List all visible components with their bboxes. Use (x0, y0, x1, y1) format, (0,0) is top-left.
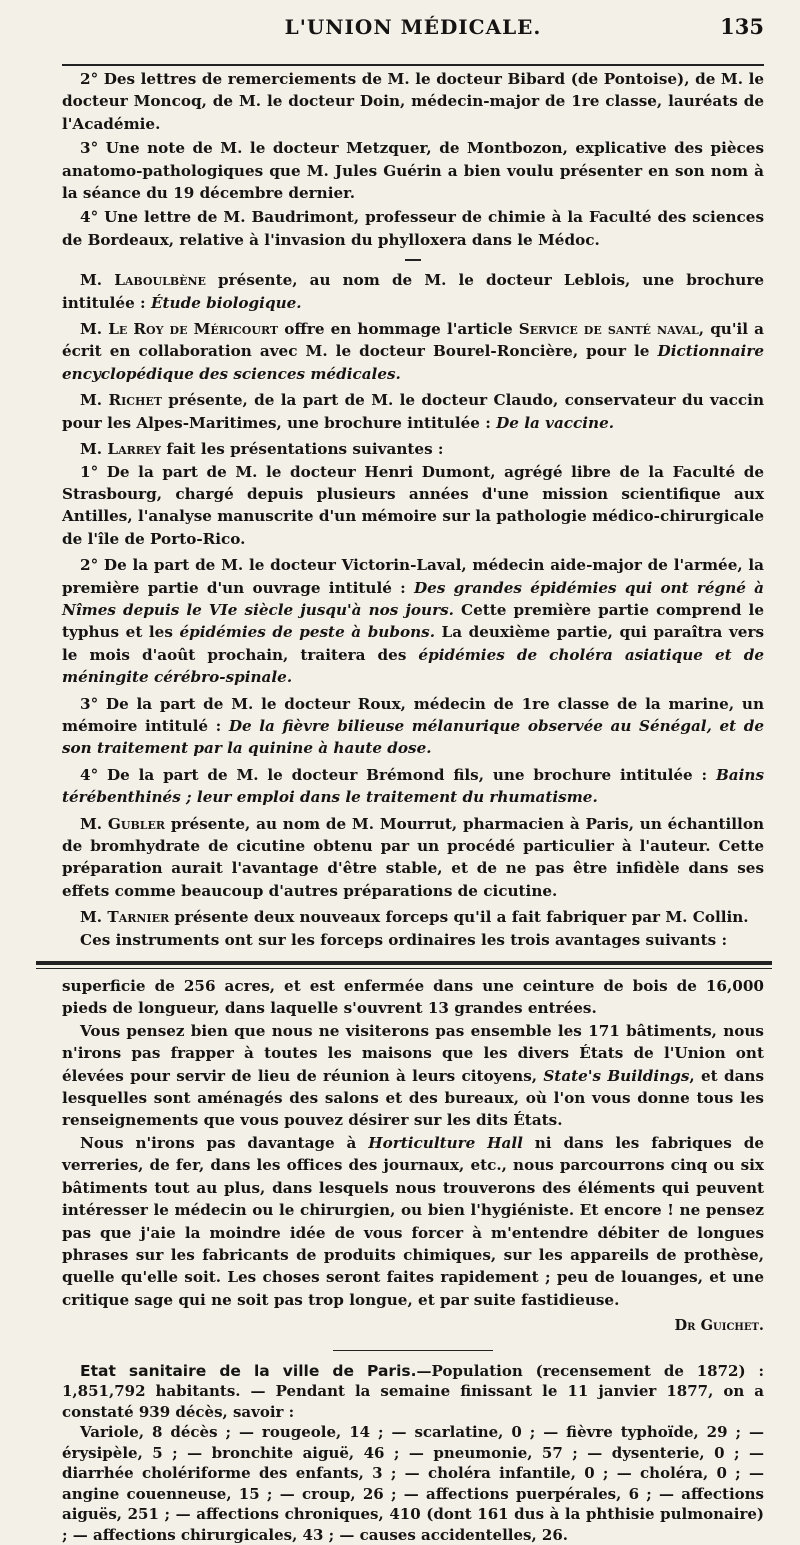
larrey-item-1: 1° De la part de M. le docteur Henri Dumont, agrégé libre de la Faculté de Strasbourg, chargé depuis plusieurs années d'une mission scientifique aux Antilles, l'analyse manuscrite d'un mémoire sur la pathologie médico-chirurgicale de l'île de Porto-Rico. (62, 462, 764, 548)
richet-paragraph: M. Richet présente, de la part de M. le docteur Claudo, conservateur du vaccin pour les Alpes-Maritimes, une brochure intitulée : De la vaccine. (62, 391, 764, 432)
gubler-paragraph: M. Gubler présente, au nom de M. Mourrut, pharmacien à Paris, un échantillon de bromhydrate de cicutine obtenu par un procédé particulier à l'auteur. Cette préparation aurait l'avantage d'être stable, et de ne pas être infidèle dans ses effets comme beaucoup d'autres préparations de cicutine. (62, 814, 765, 900)
author-signature: Dr Guichet. (674, 1317, 764, 1335)
item-4: 4° Une lettre de M. Baudrimont, professeur de chimie à la Faculté des sciences de Bordeaux, relative à l'invasion du phylloxera dans le Médoc. (62, 208, 764, 249)
running-title: L'UNION MÉDICALE. (284, 15, 542, 39)
feuilleton-section (62, 975, 764, 1338)
speaker-name: M. Gubler (80, 814, 166, 833)
page-number: 135 (720, 14, 764, 39)
speaker-name: M. Le Roy de Méricourt (80, 320, 279, 339)
sanitary-report (62, 1361, 764, 1545)
larrey-item-2: 2° De la part de M. le docteur Victorin-Laval, médecin aide-major de l'armée, la première partie d'un ouvrage intitulé : Des grandes épidémies qui ont régné à Nîmes depuis le VIe siècle jusqu'à nos jours. Cette première partie comprend le typhus et les épidémies de peste à bubons. La deuxième partie, qui paraîtra vers le mois d'août prochain, traitera des épidémies de choléra asiatique et de méningite cérébro-spinale. (62, 556, 764, 687)
laboulbene-paragraph: M. Laboulbène présente, au nom de M. le docteur Leblois, une brochure intitulée : Étude biologique. (62, 271, 764, 312)
correspondence-section (62, 52, 764, 251)
speaker-name: M. Tarnier (80, 908, 170, 927)
sanitary-intro: Etat sanitaire de la ville de Paris.—Population (recensement de 1872) : 1,851,792 habitants. — Pendant la semaine finissant le 11 janvier 1877, on a constaté 939 décès, savoir : (62, 1361, 764, 1421)
feuilleton-separator (36, 961, 772, 969)
sanitary-heading: Etat sanitaire de la ville de Paris. (80, 1361, 417, 1380)
leroy-paragraph: M. Le Roy de Méricourt offre en hommage l'article Service de santé naval, qu'il a écrit en collaboration avec M. le docteur Bourel-Roncière, pour le Dictionnaire encyclopédique des sciences médicales. (62, 320, 764, 383)
feuilleton-paragraph-3: Nous n'irons pas davantage à Horticulture Hall ni dans les fabriques de verreries, de fer, dans les offices des journaux, etc., nous parcourrons cinq ou six bâtiments tout au plus, dans lesquels nous trouverons des éléments qui peuvent intéresser le médecin ou le chirurgien, ou bien l'hygiéniste. Et encore ! ne pensez pas que j'aie la moindre idée de vous forcer à m'entendre débiter de longues phrases sur les fabricants de produits chimiques, sur les appareils de prothèse, quelle qu'elle soit. Les choses seront faites rapidement ; peu de louanges, et une critique sage qui ne soit pas trop longue, et par suite fastidieuse. (62, 1133, 764, 1309)
speaker-name: M. Laboulbène (80, 271, 206, 290)
larrey-item-3: 3° De la part de M. le docteur Roux, médecin de 1re classe de la marine, un mémoire intitulé : De la fièvre bilieuse mélanurique observée au Sénégal, et de son traitement par la quinine à haute dose. (62, 694, 765, 758)
header-rule (62, 64, 764, 66)
item-2: 2° Des lettres de remerciements de M. le docteur Bibard (de Pontoise), de M. le docteur Moncoq, de M. le docteur Doin, médecin-major de 1re classe, lauréats de l'Académie. (62, 70, 764, 133)
larrey-item-4: 4° De la part de M. le docteur Brémond fils, une brochure intitulée : Bains térébenthinés ; leur emploi dans le traitement du rhumatisme. (62, 765, 764, 807)
feuilleton-paragraph-1: superficie de 256 acres, et est enfermée dans une ceinture de bois de 16,000 pieds de longueur, dans laquelle s'ouvrent 13 grandes entrées. (62, 977, 764, 1018)
larrey-intro: M. Larrey fait les présentations suivantes : (80, 440, 444, 459)
feuilleton-paragraph-2: Vous pensez bien que nous ne visiterons pas ensemble les 171 bâtiments, nous n'irons pas frapper à toutes les maisons que les divers États de l'Union ont élevées pour servir de lieu de réunion à leurs citoyens, State's Buildings, et dans lesquelles sont aménagés des salons et des bureaux, où l'on vous donne tous les renseignements que vous pouvez désirer sur les dits États. (62, 1021, 765, 1130)
speaker-name: M. Richet (80, 391, 162, 410)
section-dash (405, 259, 421, 261)
section-rule (333, 1350, 493, 1351)
tarnier-paragraph: M. Tarnier présente deux nouveaux forceps qu'il a fait fabriquer par M. Collin. (80, 908, 749, 927)
page-header (62, 0, 764, 52)
presentations-section (62, 269, 764, 951)
speaker-name: M. Larrey (80, 440, 162, 459)
sanitary-details: Variole, 8 décès ; — rougeole, 14 ; — scarlatine, 0 ; — fièvre typhoïde, 29 ; — érysipèle, 5 ; — bronchite aiguë, 46 ; — pneumonie, 57 ; — dysenterie, 0 ; — diarrhée cholériforme des enfants, 3 ; — choléra infantile, 0 ; — choléra, 0 ; — angine couenneuse, 15 ; — croup, 26 ; — affections puerpérales, 6 ; — affections aiguës, 251 ; — affections chroniques, 410 (dont 161 dus à la phthisie pulmonaire) ; — affections chirurgicales, 43 ; — causes accidentelles, 26. (62, 1423, 764, 1544)
item-3: 3° Une note de M. le docteur Metzquer, de Montbozon, explicative des pièces anatomo-pathologiques que M. Jules Guérin a bien voulu présenter en son nom à la séance du 19 décembre dernier. (62, 139, 764, 203)
tarnier-line-2: Ces instruments ont sur les forceps ordinaires les trois avantages suivants : (80, 930, 728, 949)
